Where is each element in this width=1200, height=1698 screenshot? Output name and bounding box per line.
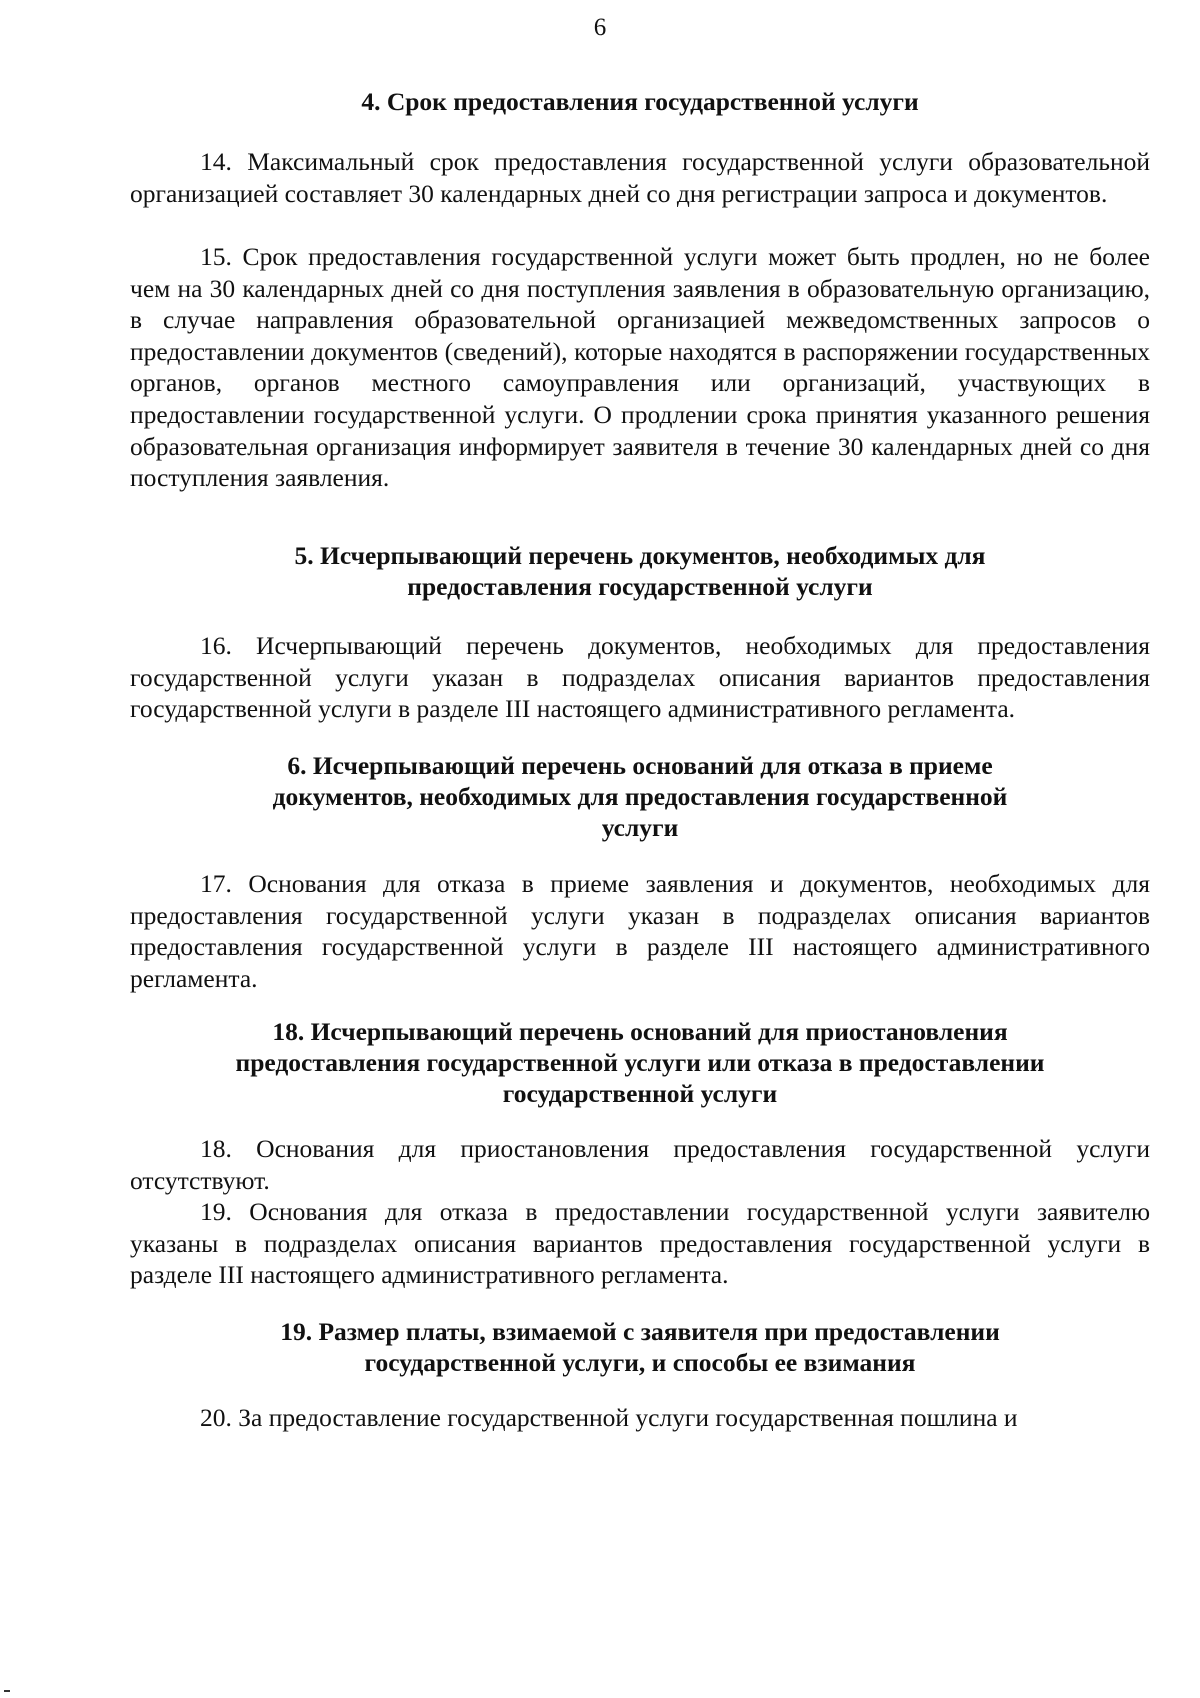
page-number: 6 xyxy=(593,14,607,41)
section-5-heading-line: предоставления государственной услуги xyxy=(407,572,873,601)
paragraph-15: 15. Срок предоставления государственной услуги может быть продлен, но не более чем на 30 календарных дней со дня поступления заявления в образовательную организацию, в случае направления образовательной организацией межведомственных запросов о предоставлении документов (сведений), которые находятся в распоряжении государственных органов, органов местного самоуправления или организаций, участвующих в предоставлении государственной услуги. О продлении срока принятия указанного решения образовательная организация информирует заявителя в течение 30 календарных дней со дня поступления заявления. xyxy=(130,242,1150,493)
section-18-heading xyxy=(130,1016,1150,1109)
section-6-heading xyxy=(130,750,1150,843)
paragraph-16: 16. Исчерпывающий перечень документов, необходимых для предоставления государственной услуги указан в подразделах описания вариантов предоставления государственной услуги в разделе III настоящего административного регламента. xyxy=(130,631,1150,724)
section-4-heading: 4. Срок предоставления государственной услуги xyxy=(361,87,919,116)
section-18-heading-line: 18. Исчерпывающий перечень оснований для приостановления xyxy=(272,1017,1008,1046)
section-19-heading-line: государственной услуги, и способы ее взимания xyxy=(364,1348,916,1377)
section-6-heading-line: услуги xyxy=(601,813,679,842)
paragraph-14: 14. Максимальный срок предоставления государственной услуги образовательной организацией составляет 30 календарных дней со дня регистрации запроса и документов. xyxy=(130,147,1150,208)
section-5-heading xyxy=(130,540,1150,602)
section-6-heading-line: 6. Исчерпывающий перечень оснований для отказа в приеме xyxy=(287,751,993,780)
section-18-heading-line: предоставления государственной услуги или отказа в предоставлении xyxy=(235,1048,1045,1077)
section-6-heading-line: документов, необходимых для предоставления государственной xyxy=(272,782,1008,811)
section-19-heading-line: 19. Размер платы, взимаемой с заявителя при предоставлении xyxy=(280,1317,1000,1346)
paragraph-20: 20. За предоставление государственной услуги государственная пошлина и xyxy=(200,1403,1018,1432)
section-19-heading xyxy=(130,1316,1150,1378)
paragraph-19: 19. Основания для отказа в предоставлении государственной услуги заявителю указаны в подразделах описания вариантов предоставления государственной услуги в разделе III настоящего административного регламента. xyxy=(130,1197,1150,1290)
scan-edge-mark xyxy=(4,1690,10,1692)
section-5-heading-line: 5. Исчерпывающий перечень документов, необходимых для xyxy=(294,541,986,570)
paragraph-17: 17. Основания для отказа в приеме заявления и документов, необходимых для предоставления государственной услуги указан в подразделах описания вариантов предоставления государственной услуги в разделе III настоящего административного регламента. xyxy=(130,869,1150,993)
section-18-heading-line: государственной услуги xyxy=(502,1079,778,1108)
paragraph-18: 18. Основания для приостановления предоставления государственной услуги отсутствуют. xyxy=(130,1134,1150,1195)
